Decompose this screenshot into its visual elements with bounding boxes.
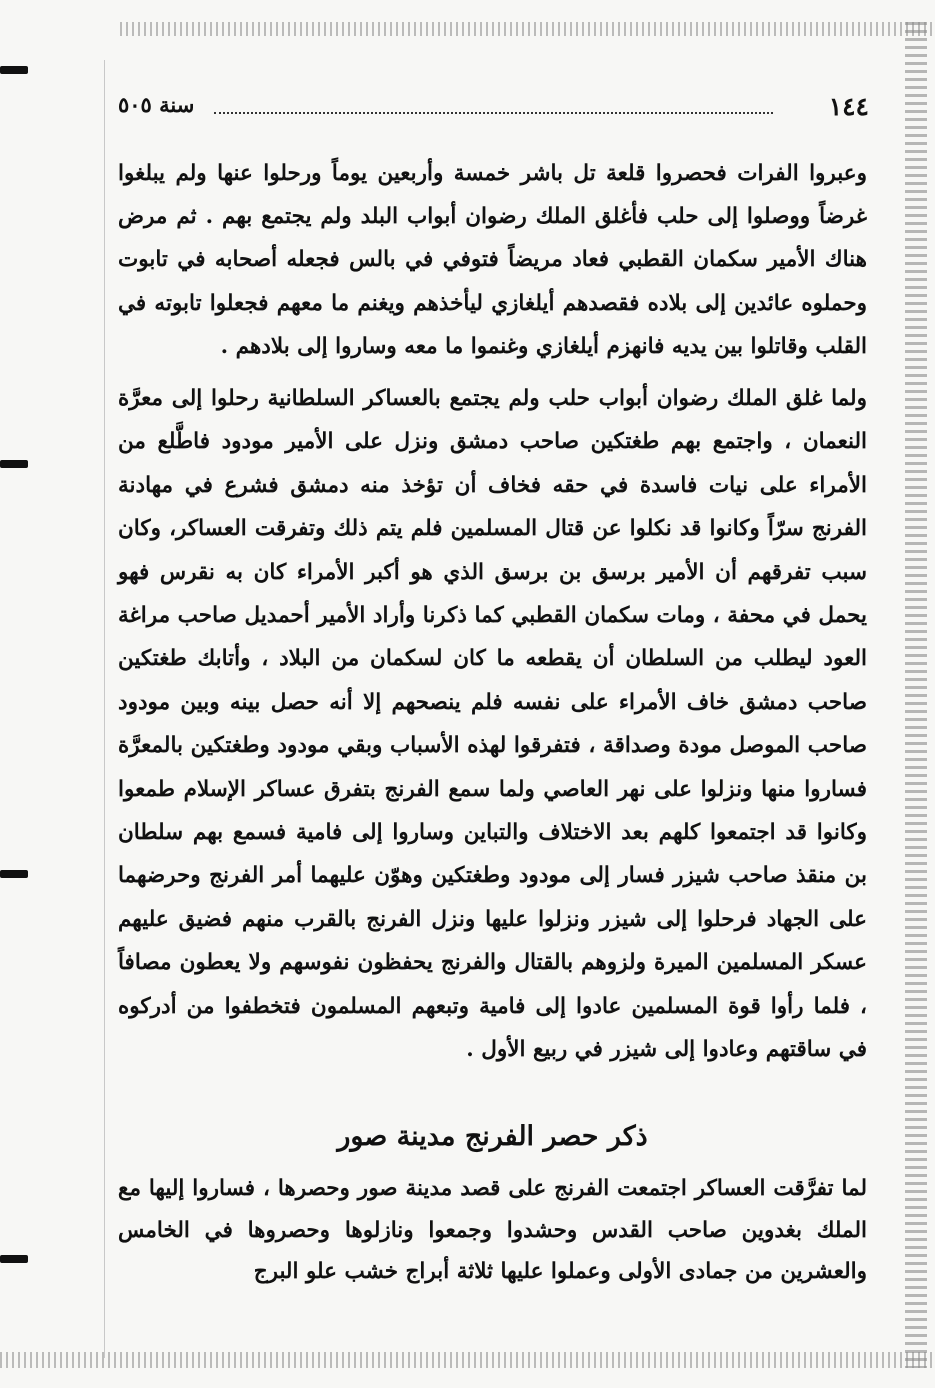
running-header [118,92,869,122]
binding-mark [0,66,28,74]
running-header-year: سنة ٥٠٥ [118,92,195,117]
section-paragraph [118,1168,867,1293]
page-edge-line [104,60,105,1358]
page-number: ١٤٤ [828,92,869,121]
binding-mark [0,460,28,468]
paragraph-text: لما تفرَّقت العساكر اجتمعت الفرنج على قصد مدينة صور وحصرها ، فساروا إليها مع الملك بغدوين صاحب القدس وحشدوا وجمعوا ونازلوها وحصروها في الخامس والعشرين من جمادى الأولى وعملوا عليها ثلاثة أبراج خشب علو البرج [118,1176,867,1284]
binding-mark [0,1255,28,1263]
page-border-right [905,22,927,1368]
header-dotted-leader [214,112,773,114]
paragraph [118,152,867,368]
paragraph-text: وعبروا الفرات فحصروا قلعة تل باشر خمسة وأربعين يوماً ورحلوا عنها ولم يبلغوا غرضاً ووصلوا إلى حلب فأغلق الملك رضوان أبواب البلد ولم يجتمع بهم . ثم مرض هناك الأمير سكمان القطبي فعاد مريضاً فتوفي في بالس فجعله أصحابه في تابوت وحملوه عائدين إلى بلاده فقصدهم أيلغازي ليأخذهم ويغنم ما معهم فجعلوا تابوته في القلب وقاتلوا بين يديه فانهزم أيلغازي وغنموا ما معه وساروا إلى بلادهم . [118,161,867,359]
page-border-bottom [0,1352,935,1368]
binding-mark [0,870,28,878]
paragraph [118,377,867,1072]
page-border-top [120,22,935,36]
section-heading: ذكر حصر الفرنج مدينة صور [337,1121,648,1152]
paragraph-text: ولما غلق الملك رضوان أبواب حلب ولم يجتمع بالعساكر السلطانية رحلوا إلى معرَّة النعمان ، واجتمع بهم طغتكين صاحب دمشق ونزل على الأمير مودود فاطَّلع من الأمراء على نيات فاسدة في حقه فخاف أن تؤخذ منه دمشق فشرع في مهادنة الفرنج سرّاً وكانوا قد نكلوا عن قتال المسلمين فلم يتم ذلك وتفرقت العساكر، وكان سبب تفرقهم أن الأمير برسق بن برسق الذي هو أكبر الأمراء كان به نقرس فهو يحمل في محفة ، ومات سكمان القطبي كما ذكرنا وأراد الأمير أحمديل صاحب مراغة العود ليطلب من السلطان أن يقطعه ما كان لسكمان من البلاد ، وأتابك طغتكين صاحب دمشق خاف الأمراء على نفسه فلم ينصحهم إلا أنه حصل بينه وبين مودود صاحب الموصل مودة وصداقة ، فتفرقوا لهذه الأسباب وبقي مودود وطغتكين بالمعرَّة فساروا منها ونزلوا على نهر العاصي ولما سمع الفرنج بتفرق عساكر الإسلام طمعوا وكانوا قد اجتمعوا كلهم بعد الاختلاف والتباين وساروا إلى فامية فسمع بهم سلطان بن منقذ صاحب شيزر فسار إلى مودود وطغتكين وهوّن عليهما أمر الفرنج وحرضهما على الجهاد فرحلوا إلى شيزر ونزلوا عليها ونزل الفرنج بالقرب منهم فضيق عليهم عسكر المسلمين الميرة ولزوهم بالقتال والفرنج يحفظون نفوسهم ولا يعطون مصافاً ، فلما رأوا قوة المسلمين عادوا إلى فامية وتبعهم المسلمون فتخطفوا من أدركوه في ساقتهم وعادوا إلى شيزر في ربيع الأول . [118,386,867,1063]
